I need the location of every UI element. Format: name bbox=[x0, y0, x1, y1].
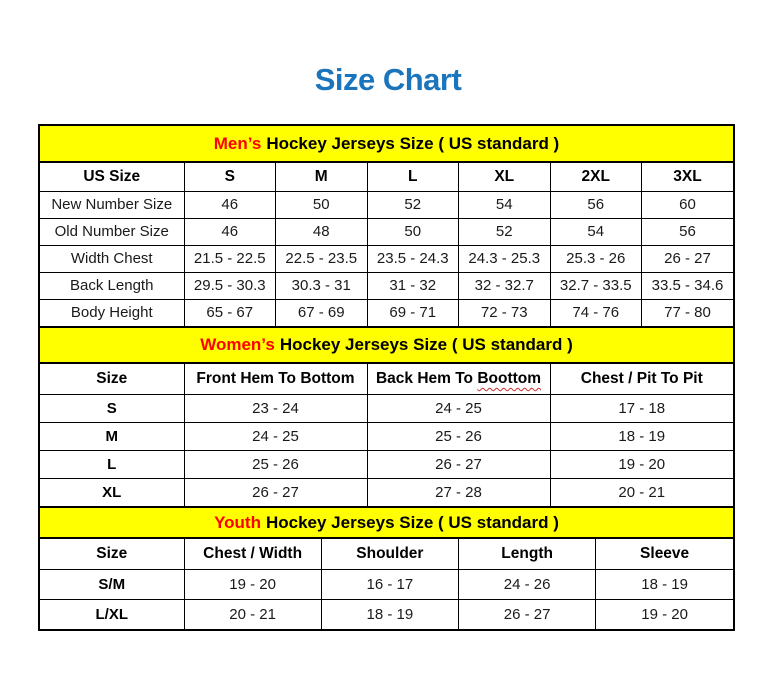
table-cell: 25.3 - 26 bbox=[550, 245, 642, 272]
womens-section-header bbox=[40, 326, 733, 364]
youth-section bbox=[40, 506, 733, 629]
table-cell: 23 - 24 bbox=[184, 394, 367, 422]
womens-header-text: Hockey Jerseys Size ( US standard ) bbox=[279, 335, 573, 354]
column-header: US Size bbox=[40, 163, 184, 191]
row-label: M bbox=[40, 422, 184, 450]
table-cell: 54 bbox=[459, 191, 551, 218]
table-cell: 54 bbox=[550, 218, 642, 245]
page-title: Size Chart bbox=[314, 62, 462, 97]
table-cell: 19 - 20 bbox=[596, 599, 733, 629]
table-cell: 67 - 69 bbox=[276, 299, 368, 326]
table-row bbox=[40, 299, 733, 326]
youth-header-accent: Youth bbox=[214, 512, 261, 532]
column-header: Chest / Width bbox=[184, 539, 321, 569]
table-row bbox=[40, 272, 733, 299]
column-header: XL bbox=[459, 163, 551, 191]
table-cell: 18 - 19 bbox=[321, 599, 458, 629]
column-header bbox=[367, 364, 550, 394]
row-label: New Number Size bbox=[40, 191, 184, 218]
column-header: Shoulder bbox=[321, 539, 458, 569]
table-cell: 26 - 27 bbox=[367, 450, 550, 478]
youth-header-text: Hockey Jerseys Size ( US standard ) bbox=[265, 512, 559, 532]
column-header: Size bbox=[40, 364, 184, 394]
table-cell: 72 - 73 bbox=[459, 299, 551, 326]
column-header: Length bbox=[459, 539, 596, 569]
table-cell: 31 - 32 bbox=[367, 272, 459, 299]
table-cell: 16 - 17 bbox=[321, 569, 458, 599]
table-cell: 56 bbox=[642, 218, 734, 245]
table-row bbox=[40, 422, 733, 450]
mens-table bbox=[40, 163, 733, 326]
table-cell: 46 bbox=[184, 191, 276, 218]
table-cell: 20 - 21 bbox=[184, 599, 321, 629]
table-cell: 77 - 80 bbox=[642, 299, 734, 326]
size-chart bbox=[38, 124, 735, 631]
row-label: Width Chest bbox=[40, 245, 184, 272]
column-header: 3XL bbox=[642, 163, 734, 191]
table-cell: 24.3 - 25.3 bbox=[459, 245, 551, 272]
table-cell: 24 - 25 bbox=[184, 422, 367, 450]
table-cell: 25 - 26 bbox=[184, 450, 367, 478]
womens-header-accent: Women’s bbox=[200, 335, 275, 354]
table-cell: 21.5 - 22.5 bbox=[184, 245, 276, 272]
table-cell: 25 - 26 bbox=[367, 422, 550, 450]
youth-header-row bbox=[40, 539, 733, 569]
row-label: S bbox=[40, 394, 184, 422]
table-row bbox=[40, 478, 733, 506]
womens-table bbox=[40, 364, 733, 506]
table-cell: 26 - 27 bbox=[642, 245, 734, 272]
row-label: Old Number Size bbox=[40, 218, 184, 245]
table-cell: 20 - 21 bbox=[550, 478, 733, 506]
table-row bbox=[40, 245, 733, 272]
mens-section-header bbox=[40, 126, 733, 163]
table-row bbox=[40, 569, 733, 599]
misspelled-word: Boottom bbox=[477, 369, 542, 387]
table-cell: 65 - 67 bbox=[184, 299, 276, 326]
womens-header-row bbox=[40, 364, 733, 394]
table-row bbox=[40, 191, 733, 218]
table-cell: 48 bbox=[276, 218, 368, 245]
mens-header-accent: Men’s bbox=[213, 133, 262, 153]
column-header: L bbox=[367, 163, 459, 191]
table-row bbox=[40, 218, 733, 245]
womens-section bbox=[40, 326, 733, 506]
table-cell: 19 - 20 bbox=[550, 450, 733, 478]
row-label: Body Height bbox=[40, 299, 184, 326]
table-row bbox=[40, 599, 733, 629]
table-cell: 32 - 32.7 bbox=[459, 272, 551, 299]
table-cell: 32.7 - 33.5 bbox=[550, 272, 642, 299]
table-cell: 52 bbox=[459, 218, 551, 245]
mens-header-row bbox=[40, 163, 733, 191]
table-cell: 24 - 26 bbox=[459, 569, 596, 599]
table-cell: 23.5 - 24.3 bbox=[367, 245, 459, 272]
table-cell: 18 - 19 bbox=[550, 422, 733, 450]
row-label: XL bbox=[40, 478, 184, 506]
column-header: Size bbox=[40, 539, 184, 569]
column-header: M bbox=[276, 163, 368, 191]
row-label: L bbox=[40, 450, 184, 478]
table-cell: 60 bbox=[642, 191, 734, 218]
column-header: Sleeve bbox=[596, 539, 733, 569]
column-header: 2XL bbox=[550, 163, 642, 191]
column-header: Front Hem To Bottom bbox=[184, 364, 367, 394]
column-header: Chest / Pit To Pit bbox=[550, 364, 733, 394]
table-cell: 30.3 - 31 bbox=[276, 272, 368, 299]
table-cell: 19 - 20 bbox=[184, 569, 321, 599]
table-cell: 46 bbox=[184, 218, 276, 245]
row-label: S/M bbox=[40, 569, 184, 599]
table-row bbox=[40, 450, 733, 478]
table-cell: 52 bbox=[367, 191, 459, 218]
mens-header-text: Hockey Jerseys Size ( US standard ) bbox=[266, 133, 560, 153]
table-cell: 18 - 19 bbox=[596, 569, 733, 599]
table-cell: 56 bbox=[550, 191, 642, 218]
table-cell: 29.5 - 30.3 bbox=[184, 272, 276, 299]
column-header: S bbox=[184, 163, 276, 191]
row-label: Back Length bbox=[40, 272, 184, 299]
table-cell: 74 - 76 bbox=[550, 299, 642, 326]
table-cell: 26 - 27 bbox=[459, 599, 596, 629]
table-cell: 17 - 18 bbox=[550, 394, 733, 422]
mens-section bbox=[40, 126, 733, 326]
table-cell: 33.5 - 34.6 bbox=[642, 272, 734, 299]
column-header-text: Back Hem To bbox=[375, 369, 474, 387]
youth-table bbox=[40, 539, 733, 629]
table-cell: 27 - 28 bbox=[367, 478, 550, 506]
table-row bbox=[40, 394, 733, 422]
table-cell: 26 - 27 bbox=[184, 478, 367, 506]
table-cell: 69 - 71 bbox=[367, 299, 459, 326]
table-cell: 50 bbox=[367, 218, 459, 245]
table-cell: 50 bbox=[276, 191, 368, 218]
row-label: L/XL bbox=[40, 599, 184, 629]
table-cell: 24 - 25 bbox=[367, 394, 550, 422]
youth-section-header bbox=[40, 506, 733, 539]
table-cell: 22.5 - 23.5 bbox=[276, 245, 368, 272]
